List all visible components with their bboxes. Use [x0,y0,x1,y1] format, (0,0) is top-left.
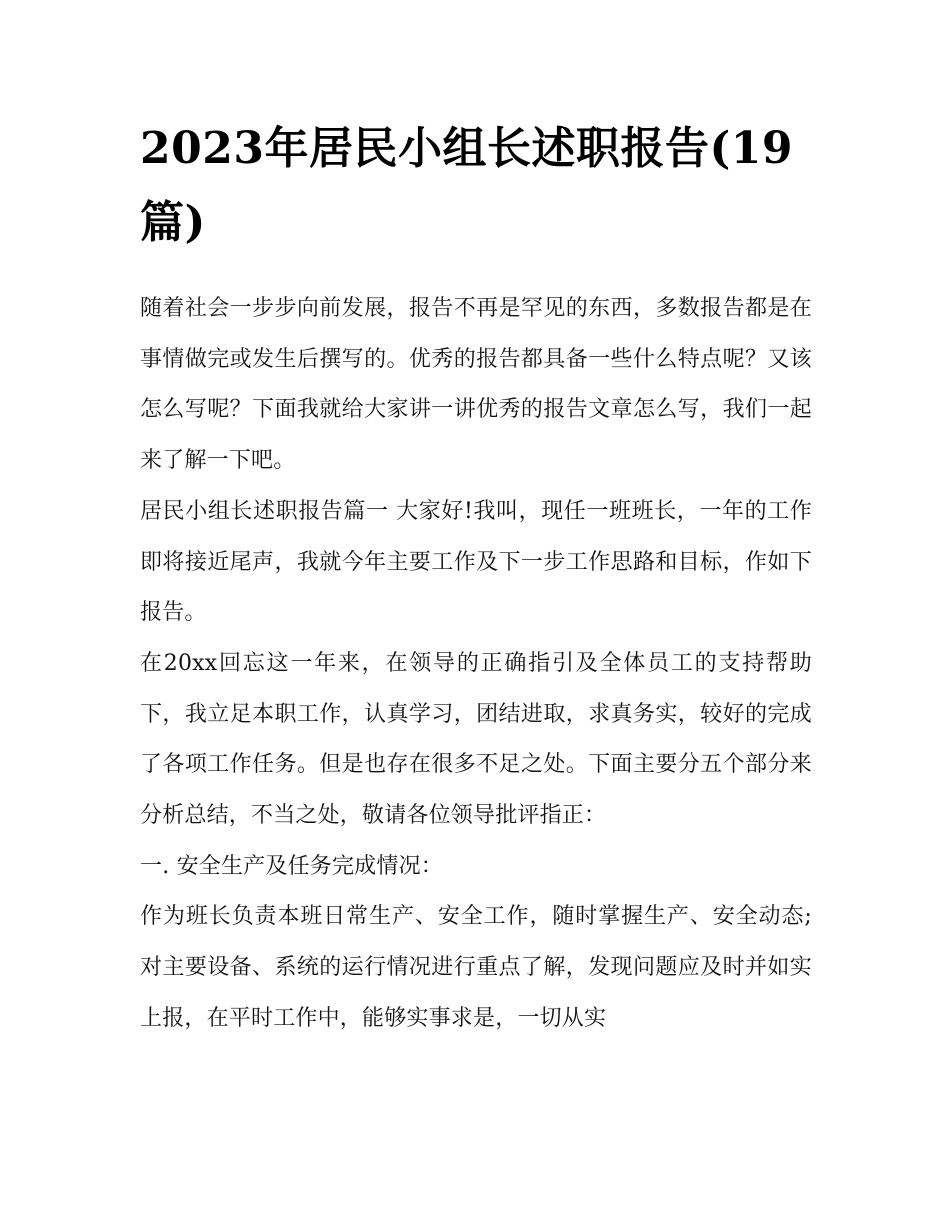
document-title: 2023年居民小组长述职报告(19篇) [140,123,794,248]
paragraph-report-opening: 居民小组长述职报告篇一 大家好!我叫，现任一班班长，一年的工作即将接近尾声，我就今年主要工作及下一步工作思路和目标，作如下报告。 [140,498,812,626]
section-heading-safety: 一. 安全生产及任务完成情况： [140,853,443,879]
document-page [140,112,812,1045]
paragraph-safety-details: 作为班长负责本班日常生产、安全工作，随时掌握生产、安全动态;对主要设备、系统的运行情况进行重点了解，发现问题应及时并如实上报，在平时工作中，能够实事求是，一切从实 [140,904,812,1031]
document-body [140,284,812,1045]
paragraph-year-review: 在20xx回忘这一年来，在领导的正确指引及全体员工的支持帮助下，我立足本职工作，认真学习，团结进取，求真务实，较好的完成了各项工作任务。但是也存在很多不足之处。下面主要分五个部分来分析总结，不当之处，敬请各位领导批评指正： [140,650,812,829]
paragraph-intro: 随着社会一步步向前发展，报告不再是罕见的东西，多数报告都是在事情做完或发生后撰写的。优秀的报告都具备一些什么特点呢？又该怎么写呢？下面我就给大家讲一讲优秀的报告文章怎么写，我们一起来了解一下吧。 [140,296,812,474]
